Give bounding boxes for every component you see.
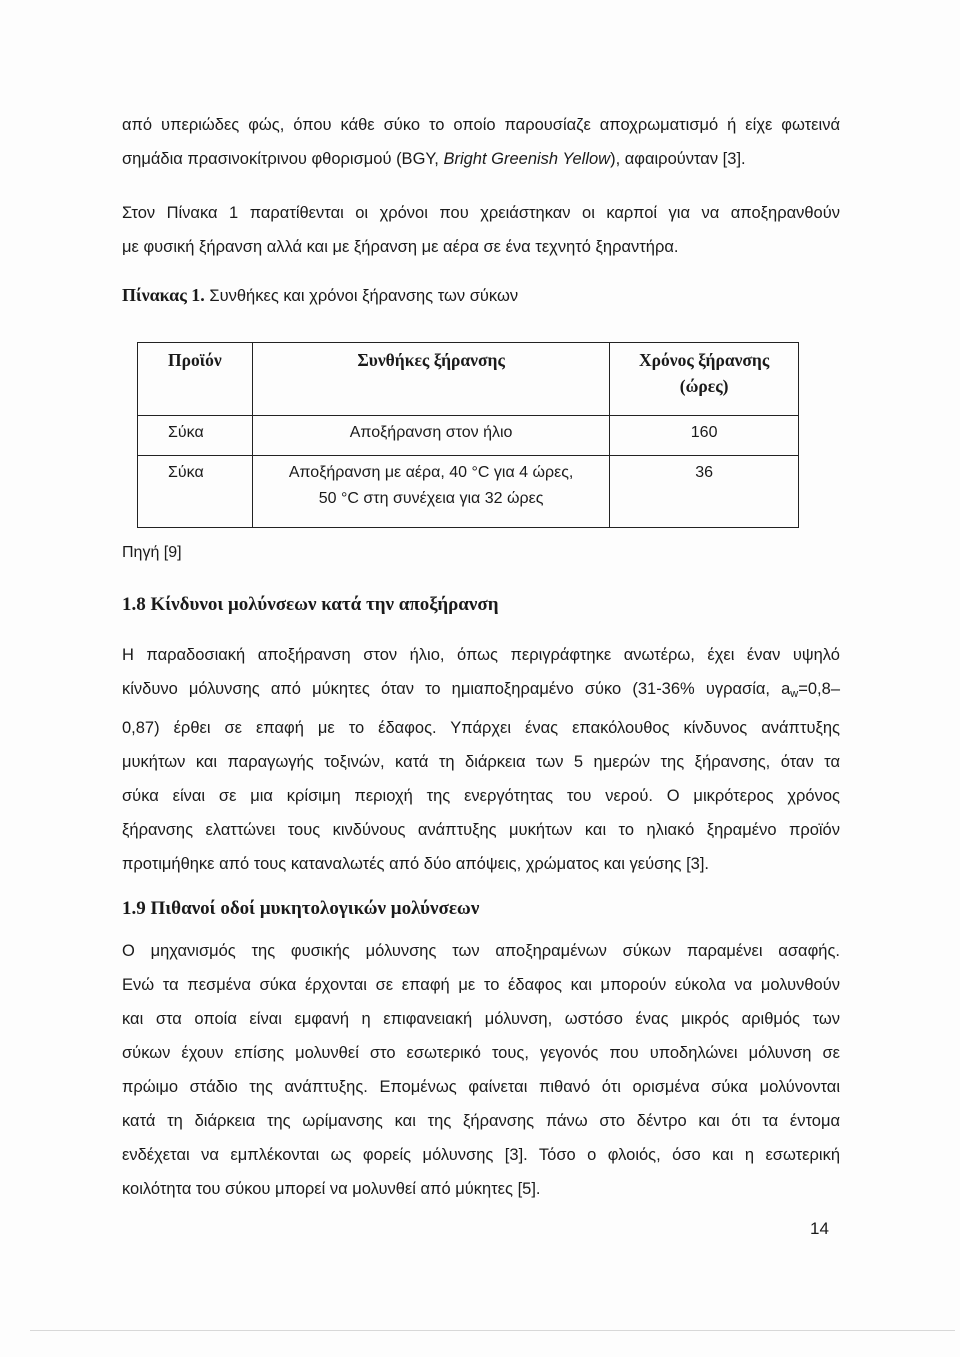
section-heading: 1.8 Κίνδυνοι μολύνσεων κατά την αποξήρανση — [122, 594, 499, 615]
text-line: Η παραδοσιακή αποξήρανση στον ήλιο, όπως περιγράφτηκε ανωτέρω, έχει έναν υψηλό — [122, 646, 840, 664]
text-line: κίνδυνο μόλυνσης από μύκητες όταν το ημιαποξηραμένο σύκο (31-36% υγρασία, $a_w=0,8-$ — [122, 680, 840, 700]
section-heading: 1.9 Πιθανοί οδοί μυκητολογικών μολύνσεων — [122, 898, 480, 919]
text-line: Ενώ τα πεσμένα σύκα έρχονται σε επαφή με το έδαφος και μπορούν εύκολα να μολυνθούν — [122, 976, 840, 994]
header-time: Χρόνος ξήρανσης (ώρες) — [610, 343, 799, 416]
text-line: κοιλότητα του σύκου μπορεί να μολυνθεί από μύκητες [5]. — [122, 1180, 541, 1198]
table-intro-paragraph — [122, 196, 840, 264]
table-source: Πηγή [9] — [122, 544, 182, 561]
cell-time: 160 — [610, 416, 799, 456]
text-line: Ο μηχανισμός της φυσικής μόλυνσης των αποξηραμένων σύκων παραμένει ασαφής. — [122, 942, 840, 960]
text-line: σύκων έχουν επίσης μολυνθεί στο εσωτερικό τους, γεγονός που υποδηλώνει μόλυνση σε — [122, 1044, 840, 1062]
header-product: Προϊόν — [138, 343, 253, 416]
drying-times-table — [137, 342, 799, 528]
text-line: και στα οποία είναι εμφανή η επιφανειακή μόλυνση, ωστόσο ένας μικρός αριθμός των — [122, 1010, 840, 1028]
text-line: σύκα είναι σε μια κρίσιμη περιοχή της ενεργότητας του νερού. Ο μικρότερος χρόνος — [122, 787, 840, 805]
section-1-9-paragraph — [122, 934, 840, 1206]
text-line: από υπεριώδες φώς, όπου κάθε σύκο το οποίο παρουσίαζε αποχρωματισμό ή είχε φωτεινά — [122, 116, 840, 134]
table-row — [138, 416, 799, 456]
page-number: 14 — [810, 1219, 829, 1238]
cell-condition: Αποξήρανση με αέρα, 40 °C για 4 ώρες, 50 °C στη συνέχεια για 32 ώρες — [252, 456, 609, 528]
text-line: ξήρανσης ελαττώνει τους κινδύνους ανάπτυξης μυκήτων και το ηλιακό ξηραμένο προϊόν — [122, 821, 840, 839]
text-line: πρώιμο στάδιο της ανάπτυξης. Επομένως φαίνεται πιθανό ότι ορισμένα σύκα μολύνονται — [122, 1078, 840, 1096]
table-row — [138, 456, 799, 528]
table-caption-label: Πίνακας 1. — [122, 285, 205, 305]
text-line: προτιμήθηκε από τους καταναλωτές από δύο απόψεις, χρώματος και γεύσης [3]. — [122, 855, 710, 873]
cell-time: 36 — [610, 456, 799, 528]
intro-paragraph — [122, 108, 840, 176]
bgy-definition: Bright Greenish Yellow — [443, 150, 611, 168]
text-line: Στον Πίνακα 1 παρατίθενται οι χρόνοι που χρειάστηκαν οι καρποί για να αποξηρανθούν — [122, 204, 840, 222]
text-line: σημάδια πρασινοκίτρινου φθορισμού (BGY, Bright Greenish Yellow), αφαιρούνταν [3]. — [122, 150, 746, 168]
cell-condition: Αποξήρανση στον ήλιο — [252, 416, 609, 456]
cell-product: Σύκα — [138, 416, 253, 456]
text-line: με φυσική ξήρανση αλλά και με ξήρανση με αέρα σε ένα τεχνητό ξηραντήρα. — [122, 238, 679, 256]
table-header-row — [138, 343, 799, 416]
text-line: μυκήτων και παραγωγής τοξινών, κατά τη διάρκεια των 5 ημερών της ξήρανσης, όταν τα — [122, 753, 840, 771]
cell-product: Σύκα — [138, 456, 253, 528]
table-caption-text: Συνθήκες και χρόνοι ξήρανσης των σύκων — [204, 287, 519, 305]
scan-edge-divider — [30, 1330, 955, 1331]
table-caption — [122, 278, 518, 313]
section-1-8-paragraph — [122, 638, 840, 881]
text-line: 0,87) έρθει σε επαφή με το έδαφος. Υπάρχει ένας επακόλουθος κίνδυνος ανάπτυξης — [122, 719, 840, 737]
text-line: κατά τη διάρκεια της ωρίμανσης και της ξήρανσης πάνω στο δέντρο και ότι τα έντομα — [122, 1112, 840, 1130]
header-conditions: Συνθήκες ξήρανσης — [252, 343, 609, 416]
text-line: ενδέχεται να εμπλέκονται ως φορείς μόλυνσης [3]. Τόσο ο φλοιός, όσο και η εσωτερική — [122, 1146, 840, 1164]
